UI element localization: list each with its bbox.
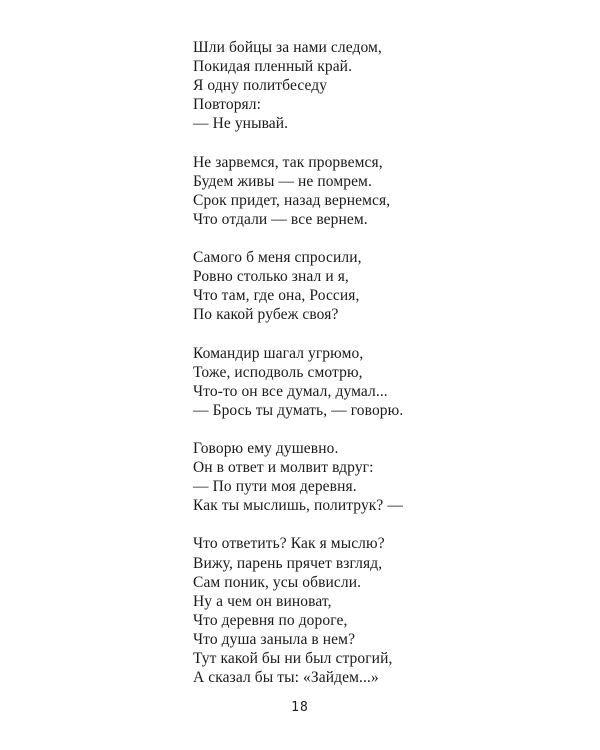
poem-line: Он в ответ и молвит вдруг:: [193, 459, 374, 477]
stanza-3: [193, 248, 573, 324]
poem-line: Тоже, исподволь смотрю,: [193, 363, 363, 381]
poem-line: Повторял:: [193, 96, 262, 114]
poem-line: А сказал бы ты: «Зайдем...»: [193, 669, 379, 687]
poem-line: Сам поник, усы обвисли.: [193, 573, 362, 591]
poem-line: Командир шагал угрюмо,: [193, 344, 364, 362]
poem-line: Что отдали — все вернем.: [193, 210, 368, 228]
poem-line: Самого б меня спросили,: [193, 249, 362, 267]
stanza-5: [193, 439, 573, 515]
stanza-1: [193, 38, 573, 133]
poem-line: Вижу, парень прячет взгляд,: [193, 554, 383, 572]
poem-line: Тут какой бы ни был строгий,: [193, 650, 393, 667]
poem-line: Срок придет, назад вернемся,: [193, 191, 391, 209]
poem-line: Ровно столько знал и я,: [193, 268, 349, 286]
poem-line: — Брось ты думать, — говорю.: [193, 401, 404, 419]
stanza-2: [193, 153, 573, 229]
poem-line: Шли бойцы за нами следом,: [193, 39, 382, 56]
poem-body: [193, 38, 573, 706]
stanza-6: [193, 534, 573, 687]
poem-line: Как ты мыслишь, политрук? —: [193, 497, 403, 515]
poem-line: Будем живы — не помрем.: [193, 172, 372, 190]
poem-line: Ну а чем он виноват,: [193, 592, 332, 610]
poem-line: Что деревня по дороге,: [193, 611, 348, 629]
poem-line: Покидая пленный край.: [193, 58, 353, 76]
page-number: 18: [291, 700, 309, 715]
poem-line: По какой рубеж своя?: [193, 306, 339, 324]
poem-line: Что душа заныла в нем?: [193, 630, 356, 648]
poem-line: Что ответить? Как я мыслю?: [193, 535, 385, 553]
poem-line: Говорю ему душевно.: [193, 439, 339, 457]
stanza-4: [193, 344, 573, 420]
poem-line: — По пути моя деревня.: [193, 478, 357, 496]
poem-line: Не зарвемся, так прорвемся,: [193, 153, 383, 171]
poem-line: Что-то он все думал, думал...: [193, 382, 388, 400]
poem-line: Я одну политбеседу: [193, 77, 328, 95]
poem-line: Что там, где она, Россия,: [193, 287, 360, 305]
poem-line: — Не унывай.: [193, 115, 289, 133]
